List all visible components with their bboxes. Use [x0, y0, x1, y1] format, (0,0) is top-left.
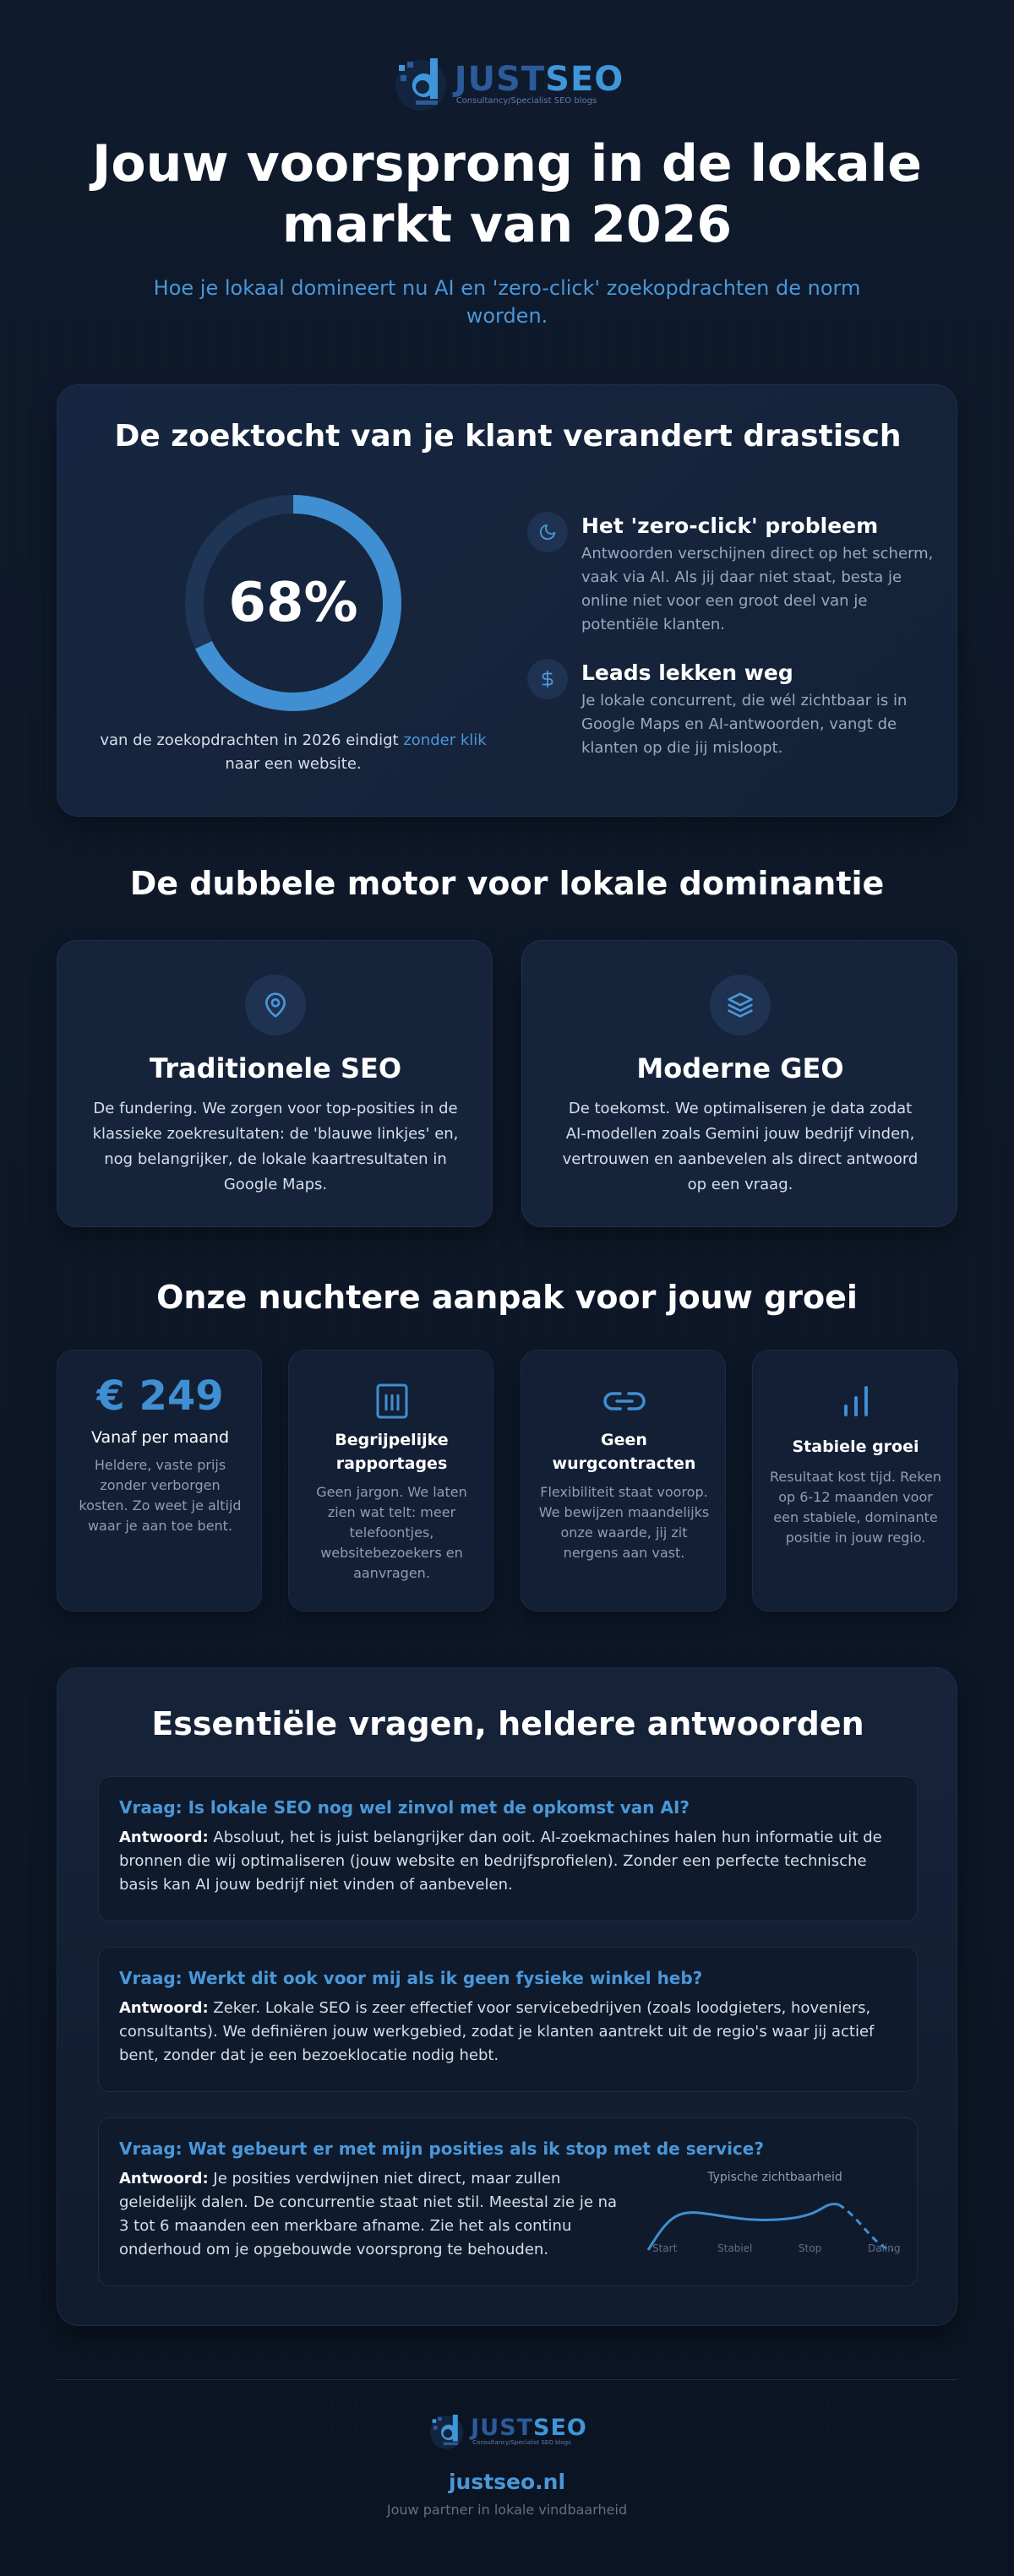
feature-text: Antwoorden verschijnen direct op het scherm, vaak via AI. Als jij daar niet staat, besta je online niet voor een groot deel van je potentiële klanten.: [581, 545, 934, 633]
hero-title: Jouw voorsprong in de lokale markt van 2026: [92, 134, 922, 254]
card-text: Flexibiliteit staat voorop. We bewijzen maandelijks onze waarde, jij zit nergens aan vast.: [538, 1484, 710, 1561]
price-text: Heldere, vaste prijs zonder verborgen kosten. Zo weet je altijd waar je aan toe bent.: [79, 1457, 242, 1534]
card-price: [57, 1350, 262, 1611]
mini-chart-title: Typische zichtbaarheid: [707, 2171, 842, 2184]
visibility-mini-chart: [640, 2139, 910, 2257]
donut-caption: [91, 729, 495, 776]
logo-word-just: JUST: [454, 59, 546, 99]
faq-title: Essentiële vragen, heldere antwoorden: [151, 1705, 864, 1742]
logo-mark-icon: [390, 53, 450, 112]
card-growth: [752, 1350, 957, 1611]
faq-card: [57, 1667, 957, 2326]
card-text: Resultaat kost tijd. Reken op 6-12 maanden voor een stabiele, dominante positie in jouw regio.: [770, 1469, 941, 1546]
logo-word-just: JUST: [471, 2415, 533, 2441]
logo-word-seo: SEO: [533, 2415, 587, 2441]
donut-percentage: 68%: [228, 572, 358, 634]
logo-mark-icon: [427, 2411, 466, 2450]
search-change-card: [57, 384, 957, 817]
logo-tagline: Consultancy/Specialist SEO blogs: [472, 2439, 571, 2446]
footer-tagline: Jouw partner in lokale vindbaarheid: [386, 2502, 628, 2518]
mini-chart-label-stop: Stop: [799, 2242, 822, 2254]
mini-chart-label-decline: Daling: [868, 2242, 901, 2254]
map-pin-icon: [245, 975, 306, 1035]
dollar-icon: [527, 659, 568, 699]
faq-answer-text: Absoluut, het is juist belangrijker dan ooit. AI-zoekmachines halen hun informatie uit de bronnen die wij optimaliseren (jouw website en bedrijfsprofielen). Zonder een perfecte technische basis kan AI jouw bedrijf niet vinden of aanbevelen.: [119, 1829, 882, 1894]
mini-chart-label-stable: Stabiel: [717, 2242, 753, 2254]
card-reports: [288, 1350, 493, 1611]
card-title: Begrijpelijke rapportages: [335, 1431, 449, 1473]
faq-answer-text: Je posities verdwijnen niet direct, maar zullen geleidelijk dalen. De concurrentie staat niet stil. Meestal zie je na 3 tot 6 maanden een merkbare afname. Zie het als continu onderhoud om je opgebouwde voorsprong te behouden.: [119, 2170, 618, 2258]
logo-wordmark: [471, 2416, 587, 2441]
card-modern-geo: [521, 940, 957, 1227]
footer-divider: [57, 2379, 957, 2380]
logo-word-seo: SEO: [545, 59, 624, 99]
logo-wordmark: [455, 61, 624, 98]
logo-tagline: Consultancy/Specialist SEO blogs: [455, 95, 597, 106]
card-title: Stabiele groei: [792, 1437, 919, 1456]
card-text: De fundering. We zorgen voor top-posities in de klassieke zoekresultaten: de 'blauwe linkjes' en, nog belangrijker, de lokale kaartresultaten in Google Maps.: [92, 1100, 459, 1193]
card-text: Geen jargon. We laten zien wat telt: meer telefoontjes, websitebezoekers en aanvragen.: [316, 1484, 467, 1581]
faq-answer-prefix: Antwoord:: [119, 1999, 209, 2017]
engine-title: De dubbele motor voor lokale dominantie: [129, 865, 885, 902]
faq-item[interactable]: [98, 1947, 918, 2092]
faq-question: Vraag: Is lokale SEO nog wel zinvol met de opkomst van AI?: [119, 1797, 690, 1818]
link-icon: [602, 1381, 646, 1421]
caption-before: van de zoekopdrachten in 2026 eindigt: [100, 731, 404, 749]
faq-answer: [119, 1997, 898, 2068]
search-change-title: De zoektocht van je klant verandert drastisch: [114, 419, 902, 454]
faq-question: Vraag: Wat gebeurt er met mijn posities als ik stop met de service?: [119, 2139, 764, 2159]
card-title: Traditionele SEO: [149, 1052, 402, 1084]
faq-answer-prefix: Antwoord:: [119, 2170, 209, 2187]
price-label: Vanaf per maand: [90, 1428, 230, 1447]
caption-after: naar een website.: [225, 755, 362, 773]
feature-text: Je lokale concurrent, die wél zichtbaar is in Google Maps en AI-antwoorden, vangt de klanten op die jij misloopt.: [581, 692, 908, 757]
card-text: De toekomst. We optimaliseren je data zodat AI-modellen zoals Gemini jouw bedrijf vinden, vertrouwen en aanbevelen als direct antwoord op een vraag.: [562, 1100, 919, 1193]
feature-title: Het 'zero-click' probleem: [581, 514, 879, 538]
card-contracts: [521, 1350, 726, 1611]
faq-answer-prefix: Antwoord:: [119, 1829, 209, 1846]
faq-answer-text: Zeker. Lokale SEO is zeer effectief voor servicebedrijven (zoals loodgieters, hoveniers, consultants). We definiëren jouw werkgebied, zodat je klanten aantrekt uit de regio's waar jij actief bent, zonder dat je een bezoeklocatie nodig hebt.: [119, 1999, 875, 2064]
card-title: Moderne GEO: [636, 1052, 844, 1084]
footer-domain-link[interactable]: justseo.nl: [448, 2470, 566, 2494]
faq-question: Vraag: Werkt dit ook voor mij als ik geen fysieke winkel heb?: [119, 1968, 703, 1988]
layers-icon: [710, 975, 771, 1035]
card-title: Geen wurgcontracten: [552, 1431, 696, 1473]
approach-title: Onze nuchtere aanpak voor jouw groei: [156, 1279, 858, 1316]
moon-icon: [527, 512, 568, 552]
faq-answer: [119, 1826, 898, 1897]
bar-chart-icon: [834, 1381, 878, 1421]
header-logo[interactable]: [0, 51, 1014, 115]
card-traditional-seo: [57, 940, 493, 1227]
caption-highlight: zonder klik: [403, 731, 487, 749]
hero-subtitle: Hoe je lokaal domineert nu AI en 'zero-click' zoekopdrachten de norm worden.: [153, 276, 861, 328]
mini-chart-label-start: Start: [652, 2242, 678, 2254]
faq-item[interactable]: [98, 1776, 918, 1921]
report-icon: [370, 1381, 414, 1421]
price-amount: € 249: [96, 1372, 224, 1420]
footer-logo[interactable]: [0, 2410, 1014, 2452]
faq-item[interactable]: [98, 2117, 918, 2286]
feature-title: Leads lekken weg: [581, 660, 793, 685]
faq-answer: [119, 2167, 618, 2262]
